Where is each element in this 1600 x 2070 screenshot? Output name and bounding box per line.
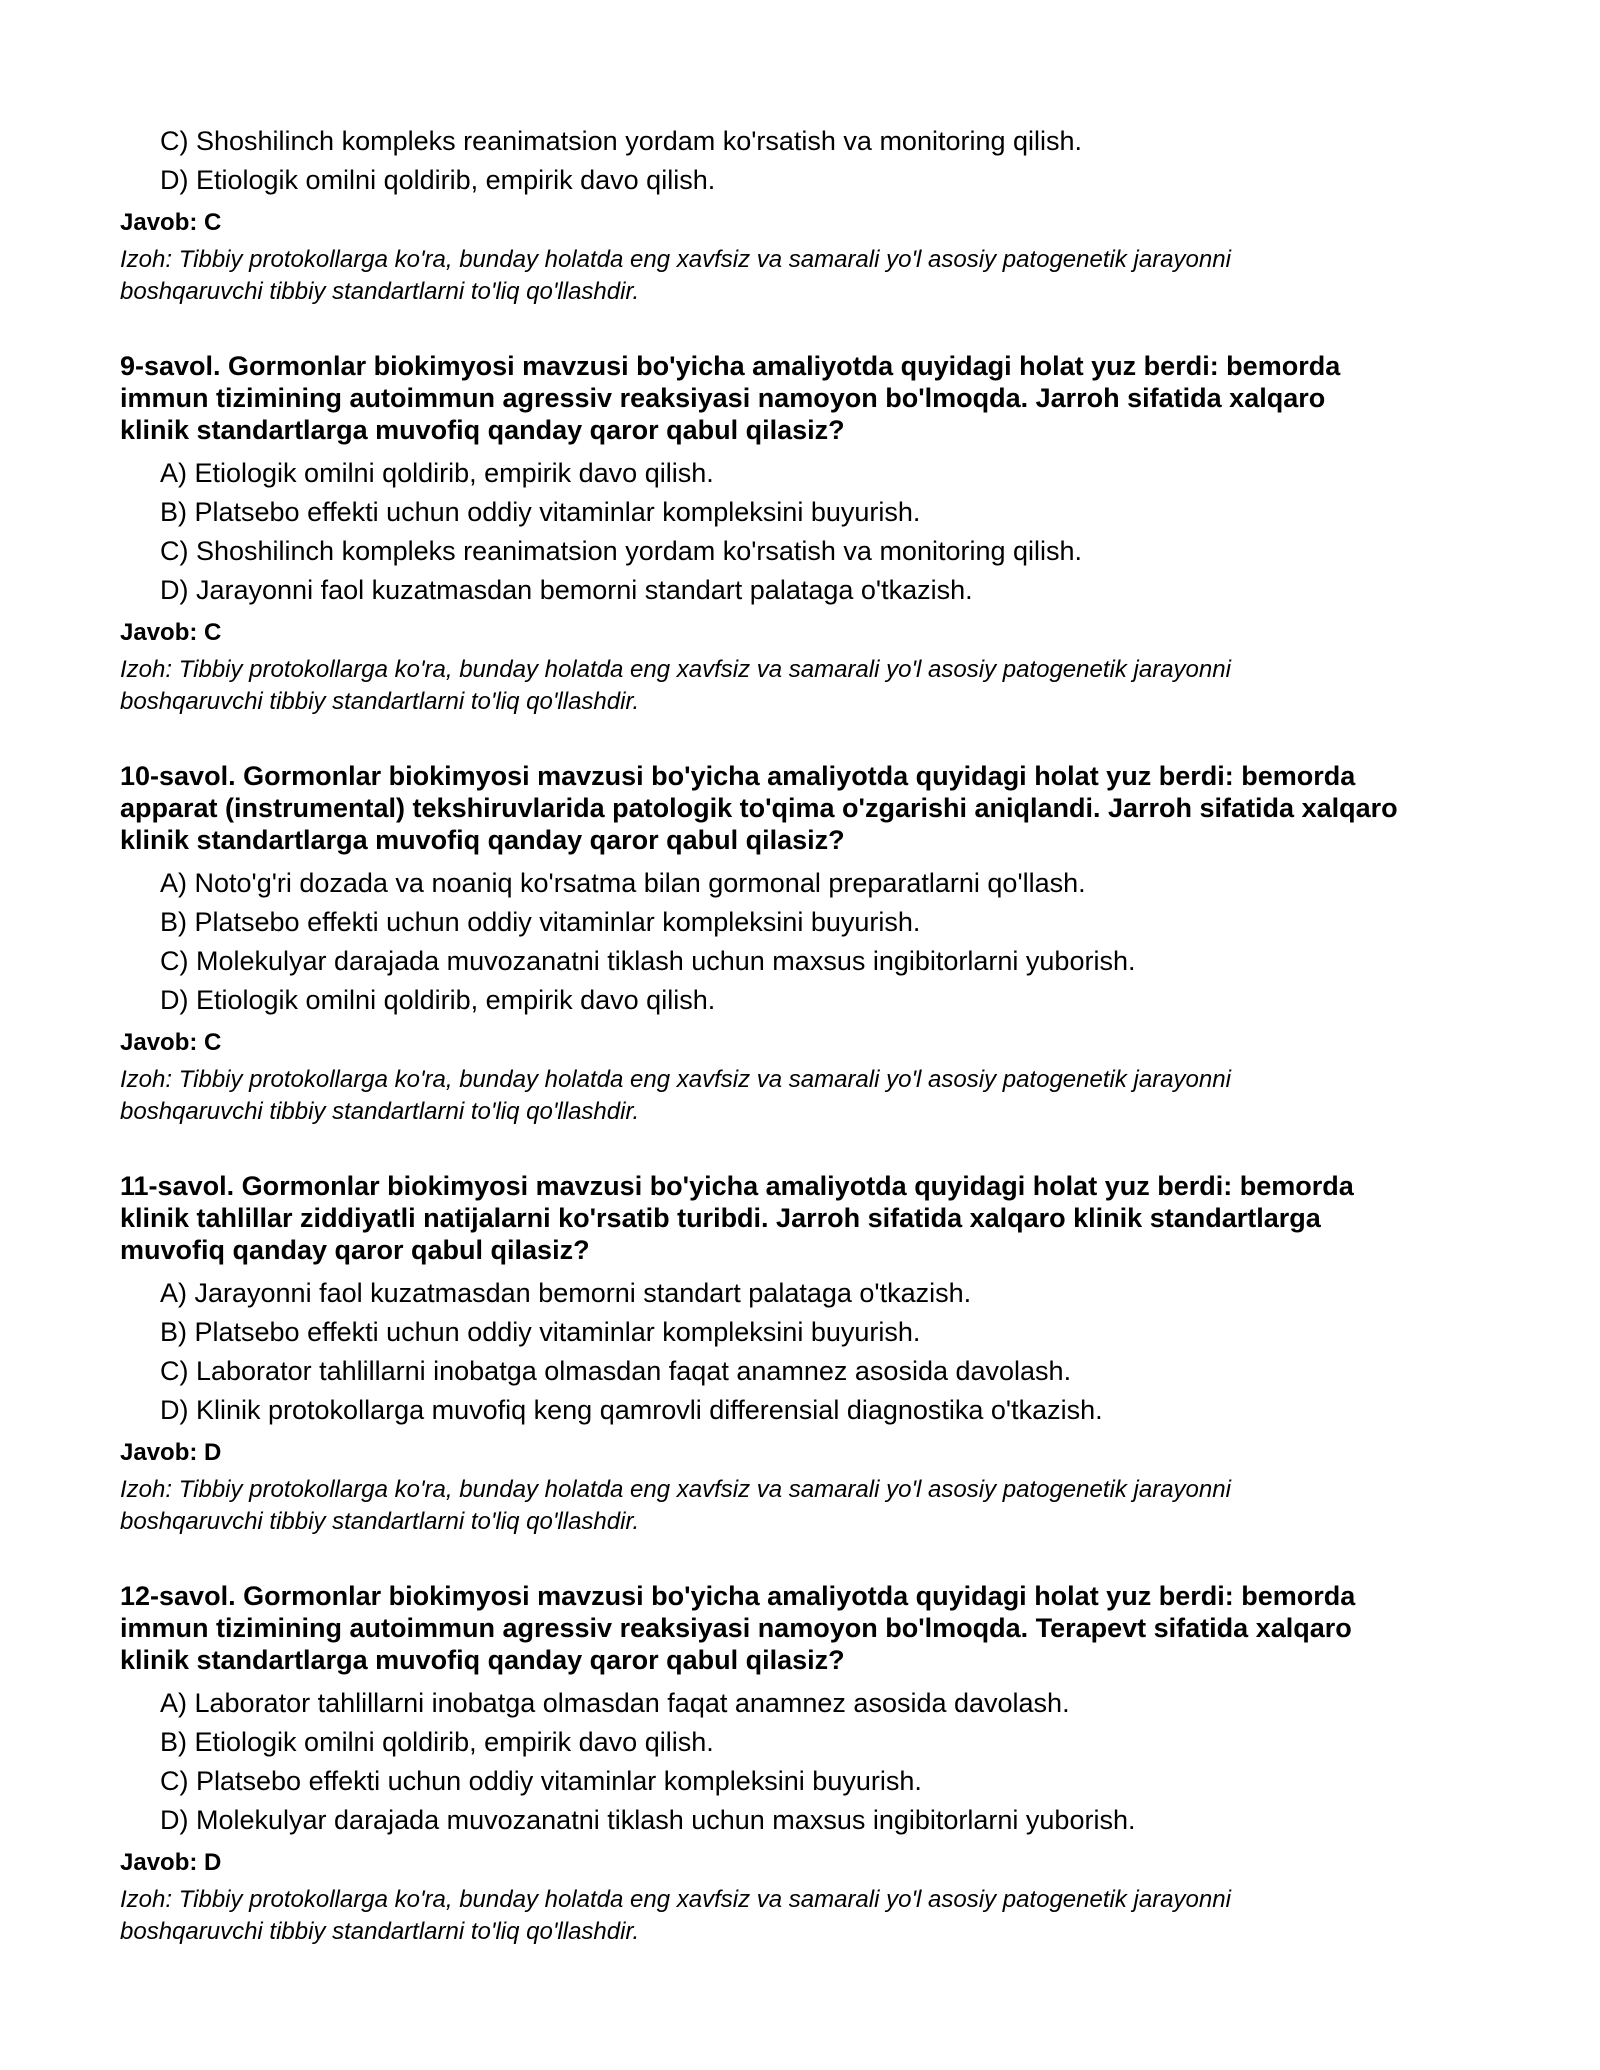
option-a: A) Jarayonni faol kuzatmasdan bemorni standart palataga o'tkazish.	[160, 1278, 972, 1308]
explanation-note	[120, 244, 1500, 308]
answer-label: Javob: D	[120, 1439, 222, 1466]
question-block-9	[120, 350, 1500, 718]
explanation-line: Izoh: Tibbiy protokollarga ko'ra, bunday holatda eng xavfsiz va samarali yo'l asosiy patogenetik jarayonni	[120, 1886, 1231, 1913]
option-b: B) Platsebo effekti uchun oddiy vitaminlar kompleksini buyurish.	[160, 497, 921, 527]
explanation-line: Izoh: Tibbiy protokollarga ko'ra, bunday holatda eng xavfsiz va samarali yo'l asosiy patogenetik jarayonni	[120, 246, 1231, 273]
option-c: C) Shoshilinch kompleks reanimatsion yordam ko'rsatish va monitoring qilish.	[160, 536, 1083, 566]
option-b: B) Etiologik omilni qoldirib, empirik davo qilish.	[160, 1727, 714, 1757]
option-d: D) Molekulyar darajada muvozanatni tiklash uchun maxsus ingibitorlarni yuborish.	[160, 1805, 1136, 1835]
option-d: D) Etiologik omilni qoldirib, empirik davo qilish.	[160, 985, 716, 1015]
explanation-line: boshqaruvchi tibbiy standartlarni to'liq qo'llashdir.	[120, 688, 640, 715]
question-line: immun tizimining autoimmun agressiv reaksiyasi namoyon bo'lmoqda. Jarroh sifatida xalqaro	[120, 383, 1326, 413]
question-text	[120, 1170, 1500, 1266]
document-page	[120, 122, 1500, 1948]
option-b: B) Platsebo effekti uchun oddiy vitaminlar kompleksini buyurish.	[160, 1317, 921, 1347]
question-line: muvofiq qanday qaror qabul qilasiz?	[120, 1235, 590, 1265]
answer-label: Javob: D	[120, 1849, 222, 1876]
option-c: C) Molekulyar darajada muvozanatni tiklash uchun maxsus ingibitorlarni yuborish.	[160, 946, 1136, 976]
option-d: D) Jarayonni faol kuzatmasdan bemorni standart palataga o'tkazish.	[160, 575, 973, 605]
question-block-12	[120, 1580, 1500, 1948]
question-block-11	[120, 1170, 1500, 1538]
question-line: apparat (instrumental) tekshiruvlarida patologik to'qima o'zgarishi aniqlandi. Jarroh sifatida xalqaro	[120, 793, 1398, 823]
question-block-10	[120, 760, 1500, 1128]
explanation-note	[120, 1064, 1500, 1128]
explanation-note	[120, 654, 1500, 718]
question-line: immun tizimining autoimmun agressiv reaksiyasi namoyon bo'lmoqda. Terapevt sifatida xalqaro	[120, 1613, 1352, 1643]
explanation-line: boshqaruvchi tibbiy standartlarni to'liq qo'llashdir.	[120, 278, 640, 305]
explanation-note	[120, 1474, 1500, 1538]
option-c: C) Platsebo effekti uchun oddiy vitaminlar kompleksini buyurish.	[160, 1766, 922, 1796]
option-c: C) Laborator tahlillarni inobatga olmasdan faqat anamnez asosida davolash.	[160, 1356, 1072, 1386]
explanation-line: boshqaruvchi tibbiy standartlarni to'liq qo'llashdir.	[120, 1098, 640, 1125]
explanation-note	[120, 1884, 1500, 1948]
question-line: 12-savol. Gormonlar biokimyosi mavzusi bo'yicha amaliyotda quyidagi holat yuz berdi: bemorda	[120, 1581, 1356, 1611]
option-b: B) Platsebo effekti uchun oddiy vitaminlar kompleksini buyurish.	[160, 907, 921, 937]
question-line: 11-savol. Gormonlar biokimyosi mavzusi bo'yicha amaliyotda quyidagi holat yuz berdi: bemorda	[120, 1171, 1354, 1201]
option-a: A) Noto'g'ri dozada va noaniq ko'rsatma bilan gormonal preparatlarni qo'llash.	[160, 868, 1086, 898]
answer-label: Javob: C	[120, 619, 222, 646]
question-text	[120, 1580, 1500, 1676]
question-text	[120, 350, 1500, 446]
answer-label: Javob: C	[120, 209, 222, 236]
question-line: klinik tahlillar ziddiyatli natijalarni ko'rsatib turibdi. Jarroh sifatida xalqaro klinik standartlarga	[120, 1203, 1321, 1233]
question-block-carryover	[120, 122, 1500, 308]
explanation-line: Izoh: Tibbiy protokollarga ko'ra, bunday holatda eng xavfsiz va samarali yo'l asosiy patogenetik jarayonni	[120, 1066, 1231, 1093]
question-line: klinik standartlarga muvofiq qanday qaror qabul qilasiz?	[120, 415, 845, 445]
explanation-line: Izoh: Tibbiy protokollarga ko'ra, bunday holatda eng xavfsiz va samarali yo'l asosiy patogenetik jarayonni	[120, 656, 1231, 683]
option-d: D) Klinik protokollarga muvofiq keng qamrovli differensial diagnostika o'tkazish.	[160, 1395, 1103, 1425]
question-line: 9-savol. Gormonlar biokimyosi mavzusi bo'yicha amaliyotda quyidagi holat yuz berdi: bemorda	[120, 351, 1341, 381]
question-line: klinik standartlarga muvofiq qanday qaror qabul qilasiz?	[120, 825, 845, 855]
explanation-line: boshqaruvchi tibbiy standartlarni to'liq qo'llashdir.	[120, 1508, 640, 1535]
answer-label: Javob: C	[120, 1029, 222, 1056]
question-line: klinik standartlarga muvofiq qanday qaror qabul qilasiz?	[120, 1645, 845, 1675]
question-line: 10-savol. Gormonlar biokimyosi mavzusi bo'yicha amaliyotda quyidagi holat yuz berdi: bemorda	[120, 761, 1356, 791]
option-a: A) Laborator tahlillarni inobatga olmasdan faqat anamnez asosida davolash.	[160, 1688, 1070, 1718]
option-c: C) Shoshilinch kompleks reanimatsion yordam ko'rsatish va monitoring qilish.	[160, 126, 1083, 156]
explanation-line: Izoh: Tibbiy protokollarga ko'ra, bunday holatda eng xavfsiz va samarali yo'l asosiy patogenetik jarayonni	[120, 1476, 1231, 1503]
option-a: A) Etiologik omilni qoldirib, empirik davo qilish.	[160, 458, 714, 488]
explanation-line: boshqaruvchi tibbiy standartlarni to'liq qo'llashdir.	[120, 1918, 640, 1945]
option-d: D) Etiologik omilni qoldirib, empirik davo qilish.	[160, 165, 716, 195]
question-text	[120, 760, 1500, 856]
